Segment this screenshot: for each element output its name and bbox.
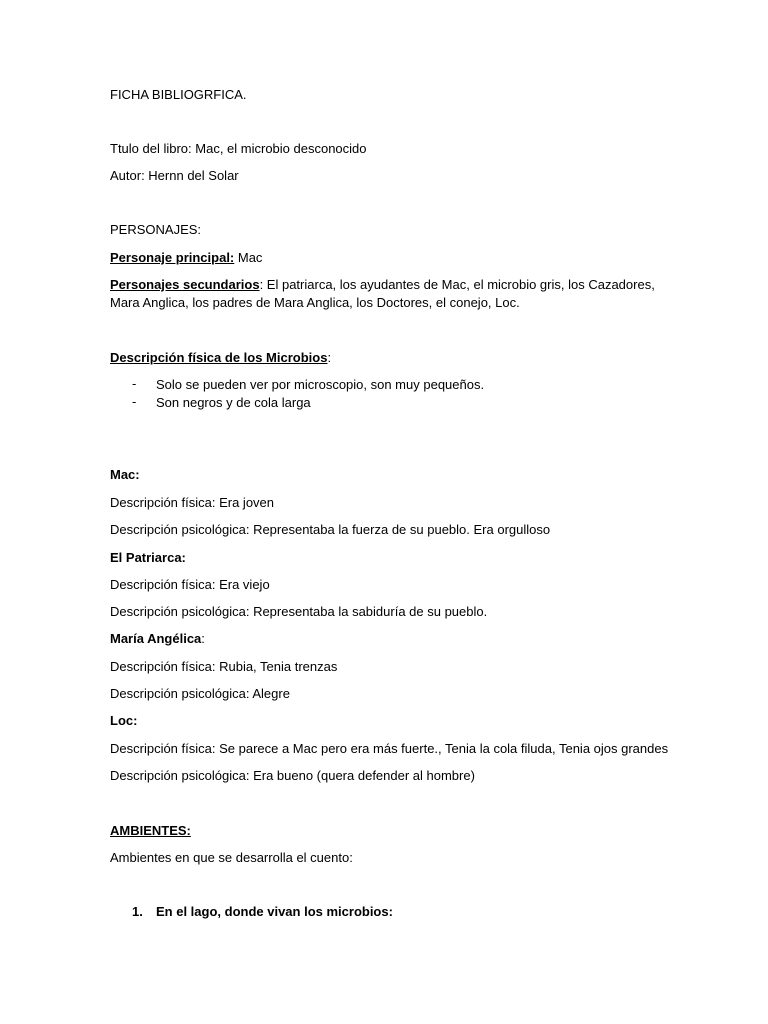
main-character-line [110, 249, 262, 266]
profile-name-mac: Mac: [110, 467, 140, 482]
profile-name-line-maria [110, 630, 205, 647]
profile-name-maria: María Angélica [110, 631, 202, 646]
profile-psych-mac: Descripción psicológica: Representaba la fuerza de su pueblo. Era orgulloso [110, 522, 551, 537]
secondary-characters-label: Personajes secundarios [110, 277, 260, 292]
secondary-characters-value: : El patriarca, los ayudantes de Mac, el microbio gris, los Cazadores, [259, 277, 655, 292]
profile-name-suffix-maria: : [201, 631, 205, 646]
secondary-characters-continued: Mara Anglica, los padres de Mara Anglica, los Doctores, el conejo, Loc. [110, 295, 520, 310]
list-item [0, 376, 768, 393]
bullet-text: Son negros y de cola larga [156, 395, 311, 410]
microbes-heading-line [110, 349, 331, 366]
characters-heading: PERSONAJES: [110, 222, 202, 237]
profile-name-patriarca: El Patriarca: [110, 550, 186, 565]
profile-physical-maria: Descripción física: Rubia, Tenia trenzas [110, 659, 338, 674]
profile-psych-maria: Descripción psicológica: Alegre [110, 686, 290, 701]
microbes-heading: Descripción física de los Microbios [110, 350, 328, 365]
profile-physical-loc: Descripción física: Se parece a Mac pero era más fuerte., Tenia la cola filuda, Tenia ojos grandes [110, 741, 669, 756]
settings-item-number: 1. [132, 904, 143, 919]
bullet-text: Solo se pueden ver por microscopio, son muy pequeños. [156, 377, 485, 392]
profile-psych-loc: Descripción psicológica: Era bueno (quera defender al hombre) [110, 768, 475, 783]
secondary-characters-line [110, 276, 655, 293]
book-author-line: Autor: Hernn del Solar [110, 168, 239, 183]
profile-psych-patriarca: Descripción psicológica: Representaba la sabiduría de su pueblo. [110, 604, 488, 619]
list-item [0, 904, 768, 921]
profile-physical-mac: Descripción física: Era joven [110, 495, 275, 510]
document-title: FICHA BIBLIOGRFICA. [110, 87, 247, 102]
book-title-line: Ttulo del libro: Mac, el microbio desconocido [110, 141, 367, 156]
main-character-value: Mac [234, 250, 263, 265]
microbes-heading-suffix: : [327, 350, 332, 365]
profile-name-loc: Loc: [110, 713, 138, 728]
bullet-dash: - [132, 394, 137, 409]
settings-heading: AMBIENTES: [110, 823, 191, 838]
profile-physical-patriarca: Descripción física: Era viejo [110, 577, 270, 592]
bullet-dash: - [132, 376, 137, 391]
settings-intro: Ambientes en que se desarrolla el cuento: [110, 850, 353, 865]
list-item [0, 394, 768, 411]
settings-item-text: En el lago, donde vivan los microbios: [156, 904, 393, 919]
main-character-label: Personaje principal: [110, 250, 235, 265]
